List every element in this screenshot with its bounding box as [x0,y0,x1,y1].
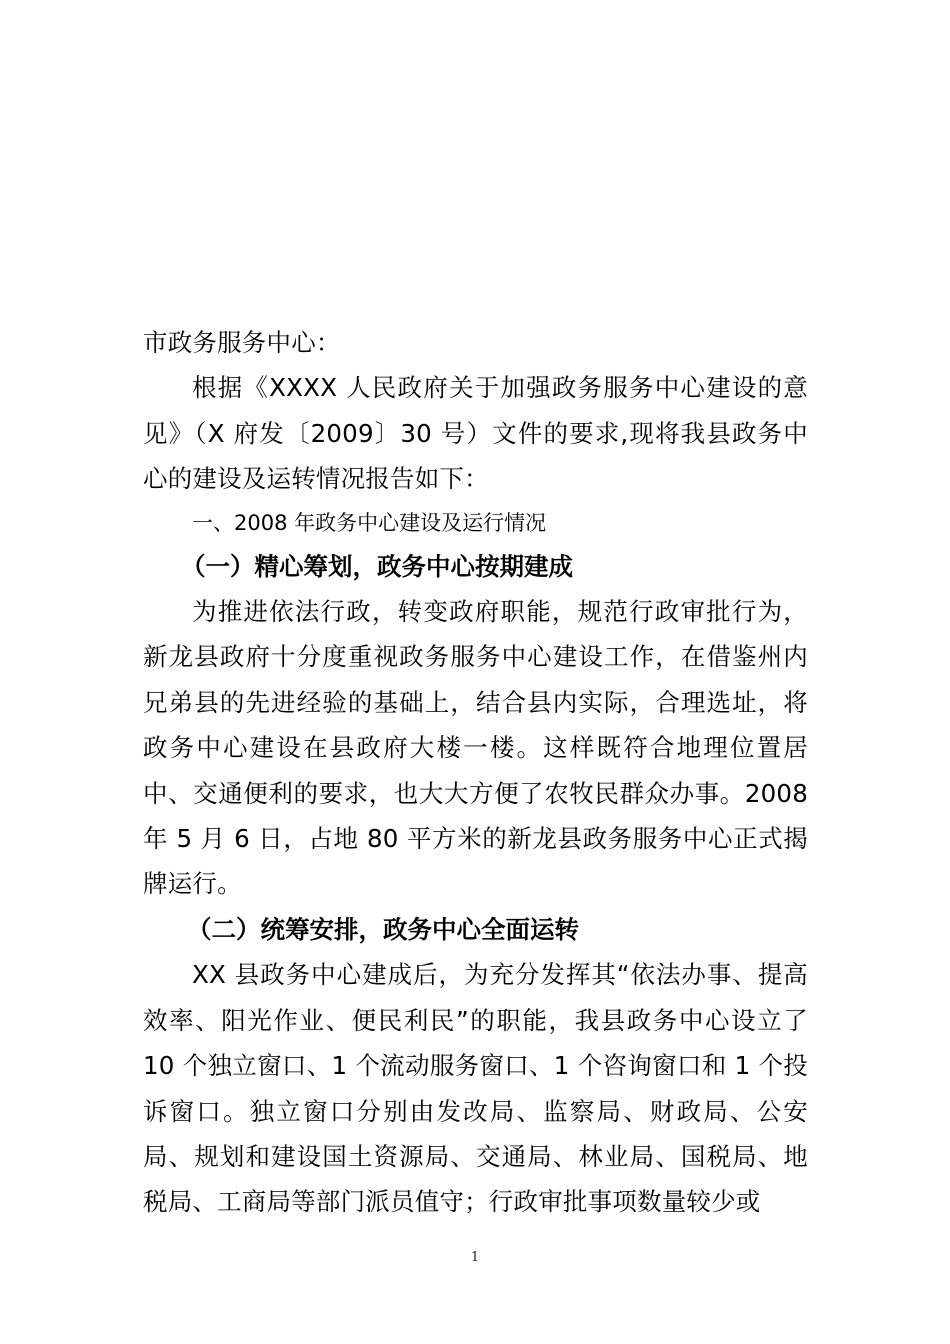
subsection-paragraph-1: 为推进依法行政，转变政府职能，规范行政审批行为，新龙县政府十分度重视政务服务中心建设工作，在借鉴州内兄弟县的先进经验的基础上，结合县内实际，合理选址，将政务中心建设在县政府大楼一楼。这样既符合地理位置居中、交通便利的要求，也大大方便了农牧民群众办事。2008 年 5 月 6 日，占地 80 平方米的新龙县政务服务中心正式揭牌运行。 [143,597,808,899]
subsection-heading-2: （二）统筹安排，政务中心全面运转 [187,914,579,944]
document-body [143,320,808,1225]
intro-paragraph: 根据《XXXX 人民政府关于加强政务服务中心建设的意见》（X 府发〔2009〕30 号）文件的要求,现将我县政务中心的建设及运转情况报告如下： [143,373,808,494]
subsection-paragraph-2: XX 县政务中心建成后，为充分发挥其“依法办事、提高效率、阳光作业、便民利民”的职能，我县政务中心设立了 10 个独立窗口、1 个流动服务窗口、1 个咨询窗口和 1 个投诉窗口。独立窗口分别由发改局、监察局、财政局、公安局、规划和建设国土资源局、交通局、林业局、国税局、地税局、工商局等部门派员值守；行政审批事项数量较少或 [143,960,808,1217]
subsection-heading-1: （一）精心筹划，政务中心按期建成 [181,551,573,581]
page-number: 1 [470,1250,480,1265]
section-heading: 一、2008 年政务中心建设及运行情况 [192,510,547,535]
salutation: 市政务服务中心： [143,328,341,357]
